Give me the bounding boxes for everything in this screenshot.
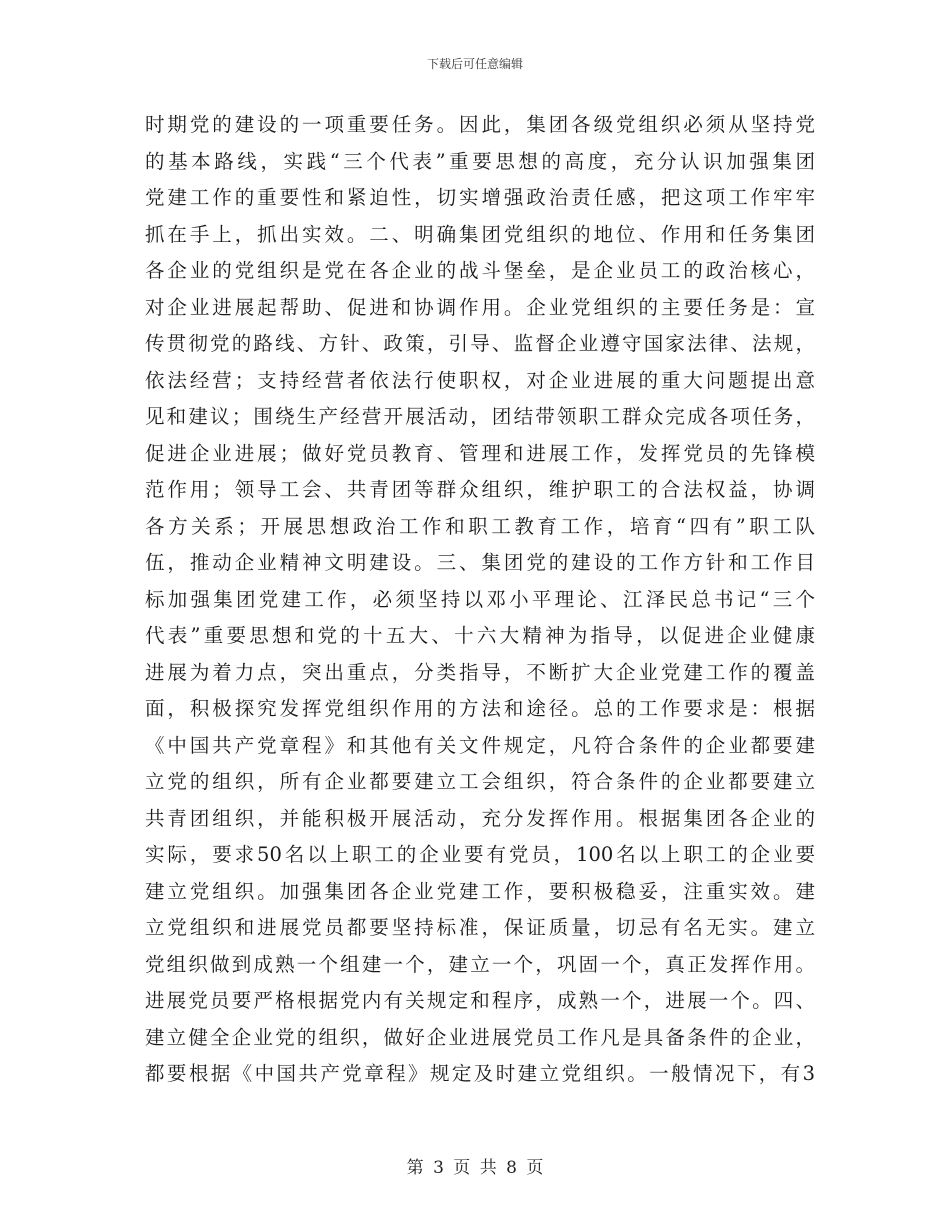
text-line: 各企业的党组织是党在各企业的战斗堡垒，是企业员工的政治核心， [145,259,815,282]
text-line: 建立党组织。加强集团各企业党建工作，要积极稳妥，注重实效。建 [145,879,815,903]
text-line: 都要根据《中国共产党章程》规定及时建立党组织。一般情况下，有3 [145,1062,815,1085]
text-line: 范作用；领导工会、共青团等群众组织，维护职工的合法权益，协调 [145,478,815,501]
text-line: 见和建议；围绕生产经营开展活动，团结带领职工群众完成各项任务， [145,405,815,428]
text-line: 对企业进展起帮助、促进和协调作用。企业党组织的主要任务是：宣 [145,295,815,319]
text-line: 代表”重要思想和党的十五大、十六大精神为指导，以促进企业健康 [145,624,815,647]
text-line: 各方关系；开展思想政治工作和职工教育工作，培育“四有”职工队 [145,514,815,538]
text-line: 党建工作的重要性和紧迫性，切实增强政治责任感，把这项工作牢牢 [145,186,815,209]
text-line: 促进企业进展；做好党员教育、管理和进展工作，发挥党员的先锋模 [145,441,815,465]
text-line: 依法经营；支持经营者依法行使职权，对企业进展的重大问题提出意 [145,368,815,392]
text-line: 党组织做到成熟一个组建一个，建立一个，巩固一个，真正发挥作用。 [145,952,815,976]
text-line: 共青团组织，并能积极开展活动，充分发挥作用。根据集团各企业的 [145,806,815,830]
page-number-footer: 第 3 页 共 8 页 [406,1158,544,1178]
text-line: 实际，要求50名以上职工的企业要有党员，100名以上职工的企业要 [145,843,815,866]
text-line: 标加强集团党建工作，必须坚持以邓小平理论、江泽民总书记“三个 [145,587,815,611]
text-line: 建立健全企业党的组织，做好企业进展党员工作凡是具备条件的企业， [145,1025,815,1049]
text-line: 抓在手上，抓出实效。二、明确集团党组织的地位、作用和任务集团 [145,222,815,246]
text-line: 的基本路线，实践“三个代表”重要思想的高度，充分认识加强集团 [145,149,815,173]
text-line: 进展为着力点，突出重点，分类指导，不断扩大企业党建工作的覆盖 [145,660,815,684]
page-header-note: 下载后可任意编辑 [426,57,523,71]
text-line: 立党组织和进展党员都要坚持标准，保证质量，切忌有名无实。建立 [145,916,815,939]
text-line: 进展党员要严格根据党内有关规定和程序，成熟一个，进展一个。四、 [145,989,815,1012]
document-body [145,107,815,1093]
text-line: 传贯彻党的路线、方针、政策，引导、监督企业遵守国家法律、法规， [145,332,815,355]
text-line: 面，积极探究发挥党组织作用的方法和途径。总的工作要求是：根据 [145,697,815,720]
text-line: 立党的组织，所有企业都要建立工会组织，符合条件的企业都要建立 [145,770,815,793]
text-line: 时期党的建设的一项重要任务。因此，集团各级党组织必须从坚持党 [145,113,815,136]
text-line: 《中国共产党章程》和其他有关文件规定，凡符合条件的企业都要建 [145,733,815,757]
text-line: 伍，推动企业精神文明建设。三、集团党的建设的工作方针和工作目 [145,551,815,574]
